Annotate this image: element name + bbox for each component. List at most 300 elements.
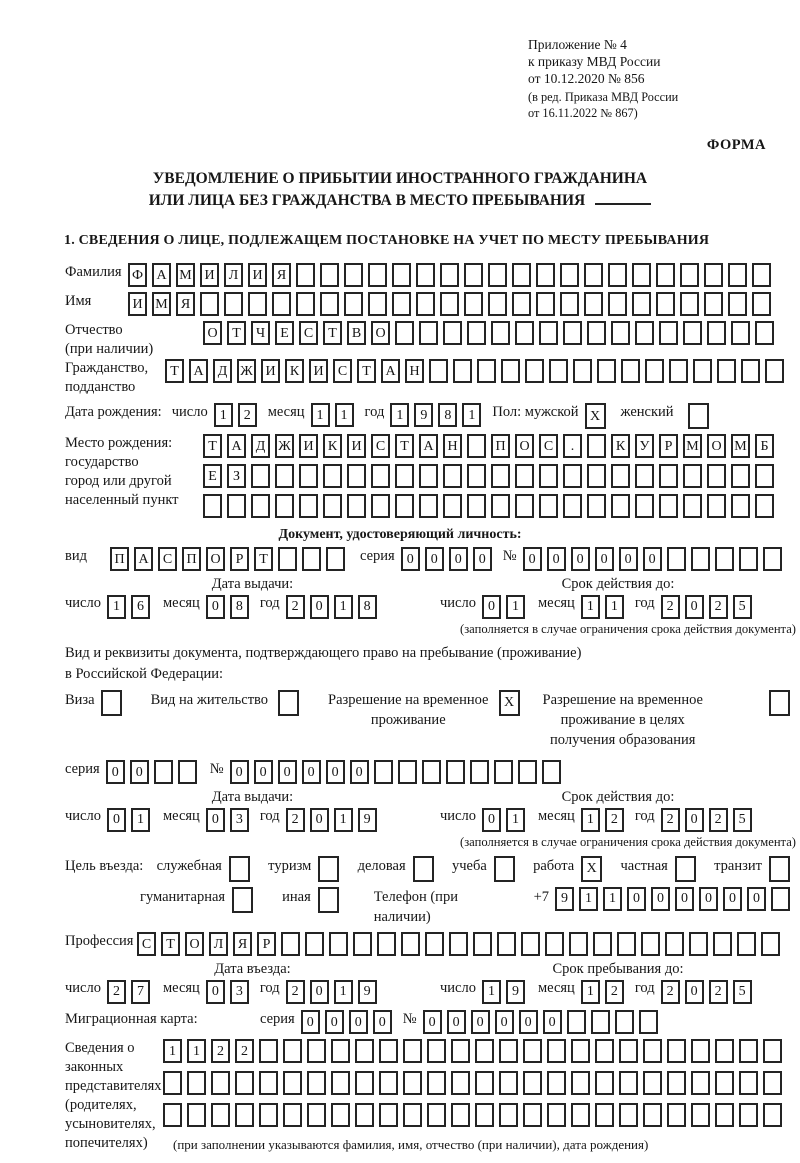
char-box[interactable]: А bbox=[419, 434, 438, 458]
char-box[interactable] bbox=[665, 932, 684, 956]
char-box[interactable] bbox=[211, 1071, 230, 1095]
char-box[interactable] bbox=[419, 494, 438, 518]
char-box[interactable] bbox=[283, 1039, 302, 1063]
char-box[interactable] bbox=[416, 263, 435, 287]
char-box[interactable]: Е bbox=[203, 464, 222, 488]
char-box[interactable]: 8 bbox=[230, 595, 249, 619]
char-box[interactable] bbox=[587, 464, 606, 488]
char-box[interactable]: Р bbox=[257, 932, 276, 956]
char-box[interactable] bbox=[617, 932, 636, 956]
char-box[interactable] bbox=[344, 292, 363, 316]
char-box[interactable] bbox=[545, 932, 564, 956]
char-box[interactable]: С bbox=[333, 359, 352, 383]
char-box[interactable] bbox=[296, 292, 315, 316]
char-box[interactable]: 1 bbox=[506, 808, 525, 832]
char-box[interactable] bbox=[739, 1103, 758, 1127]
char-box[interactable] bbox=[525, 359, 544, 383]
char-box[interactable]: 0 bbox=[571, 547, 590, 571]
char-box[interactable] bbox=[422, 760, 441, 784]
char-box[interactable]: 9 bbox=[506, 980, 525, 1004]
char-box[interactable]: С bbox=[158, 547, 177, 571]
char-box[interactable] bbox=[704, 263, 723, 287]
char-box[interactable] bbox=[755, 321, 774, 345]
purpose-humanitarian-checkbox[interactable] bbox=[232, 887, 253, 913]
char-box[interactable] bbox=[536, 263, 555, 287]
char-box[interactable]: 0 bbox=[495, 1010, 514, 1034]
char-box[interactable] bbox=[307, 1103, 326, 1127]
char-box[interactable] bbox=[563, 494, 582, 518]
char-box[interactable]: М bbox=[731, 434, 750, 458]
char-box[interactable] bbox=[593, 932, 612, 956]
char-box[interactable] bbox=[451, 1071, 470, 1095]
char-box[interactable] bbox=[731, 494, 750, 518]
char-box[interactable]: 0 bbox=[326, 760, 345, 784]
char-box[interactable] bbox=[761, 932, 780, 956]
char-box[interactable]: С bbox=[539, 434, 558, 458]
char-box[interactable] bbox=[611, 464, 630, 488]
char-box[interactable]: П bbox=[182, 547, 201, 571]
char-box[interactable]: Ч bbox=[251, 321, 270, 345]
char-box[interactable]: 0 bbox=[482, 808, 501, 832]
char-box[interactable] bbox=[248, 292, 267, 316]
char-box[interactable]: 5 bbox=[733, 595, 752, 619]
char-box[interactable] bbox=[547, 1039, 566, 1063]
char-box[interactable] bbox=[515, 321, 534, 345]
char-box[interactable] bbox=[275, 464, 294, 488]
char-box[interactable]: В bbox=[347, 321, 366, 345]
char-box[interactable] bbox=[440, 263, 459, 287]
char-box[interactable] bbox=[569, 932, 588, 956]
char-box[interactable]: 1 bbox=[214, 403, 233, 427]
char-box[interactable]: 0 bbox=[519, 1010, 538, 1034]
char-box[interactable] bbox=[302, 547, 321, 571]
char-box[interactable] bbox=[449, 932, 468, 956]
char-box[interactable] bbox=[563, 464, 582, 488]
char-box[interactable]: 2 bbox=[235, 1039, 254, 1063]
char-box[interactable] bbox=[251, 464, 270, 488]
char-box[interactable] bbox=[518, 760, 537, 784]
char-box[interactable] bbox=[547, 1071, 566, 1095]
char-box[interactable] bbox=[374, 760, 393, 784]
char-box[interactable] bbox=[429, 359, 448, 383]
char-box[interactable] bbox=[659, 494, 678, 518]
char-box[interactable] bbox=[475, 1039, 494, 1063]
char-box[interactable] bbox=[419, 464, 438, 488]
char-box[interactable] bbox=[259, 1039, 278, 1063]
char-box[interactable] bbox=[488, 292, 507, 316]
char-box[interactable] bbox=[451, 1039, 470, 1063]
char-box[interactable] bbox=[272, 292, 291, 316]
char-box[interactable]: И bbox=[248, 263, 267, 287]
char-box[interactable] bbox=[547, 1103, 566, 1127]
char-box[interactable] bbox=[715, 1103, 734, 1127]
char-box[interactable] bbox=[401, 932, 420, 956]
char-box[interactable]: Т bbox=[323, 321, 342, 345]
option-visa-checkbox[interactable] bbox=[101, 690, 122, 716]
char-box[interactable]: 8 bbox=[358, 595, 377, 619]
char-box[interactable] bbox=[691, 1039, 710, 1063]
char-box[interactable] bbox=[563, 321, 582, 345]
char-box[interactable]: Н bbox=[405, 359, 424, 383]
char-box[interactable]: Т bbox=[165, 359, 184, 383]
char-box[interactable] bbox=[693, 359, 712, 383]
char-box[interactable]: 1 bbox=[163, 1039, 182, 1063]
char-box[interactable] bbox=[235, 1103, 254, 1127]
char-box[interactable] bbox=[619, 1039, 638, 1063]
char-box[interactable] bbox=[499, 1071, 518, 1095]
char-box[interactable]: П bbox=[110, 547, 129, 571]
char-box[interactable] bbox=[491, 464, 510, 488]
char-box[interactable] bbox=[669, 359, 688, 383]
char-box[interactable] bbox=[728, 263, 747, 287]
char-box[interactable] bbox=[765, 359, 784, 383]
char-box[interactable]: 0 bbox=[301, 1010, 320, 1034]
char-box[interactable]: 1 bbox=[334, 595, 353, 619]
char-box[interactable] bbox=[635, 464, 654, 488]
char-box[interactable]: К bbox=[285, 359, 304, 383]
char-box[interactable] bbox=[619, 1071, 638, 1095]
char-box[interactable]: 2 bbox=[107, 980, 126, 1004]
char-box[interactable]: А bbox=[227, 434, 246, 458]
char-box[interactable]: 0 bbox=[350, 760, 369, 784]
char-box[interactable]: Л bbox=[209, 932, 228, 956]
char-box[interactable]: 0 bbox=[685, 980, 704, 1004]
char-box[interactable]: 0 bbox=[643, 547, 662, 571]
char-box[interactable] bbox=[741, 359, 760, 383]
char-box[interactable] bbox=[683, 464, 702, 488]
char-box[interactable]: О bbox=[707, 434, 726, 458]
char-box[interactable]: 1 bbox=[107, 595, 126, 619]
char-box[interactable] bbox=[763, 1103, 782, 1127]
char-box[interactable] bbox=[464, 292, 483, 316]
char-box[interactable] bbox=[715, 1071, 734, 1095]
char-box[interactable] bbox=[398, 760, 417, 784]
char-box[interactable] bbox=[443, 494, 462, 518]
char-box[interactable] bbox=[281, 932, 300, 956]
char-box[interactable] bbox=[494, 760, 513, 784]
char-box[interactable] bbox=[427, 1071, 446, 1095]
char-box[interactable]: 0 bbox=[206, 980, 225, 1004]
char-box[interactable] bbox=[425, 932, 444, 956]
char-box[interactable] bbox=[667, 547, 686, 571]
phone-digit-box[interactable]: 0 bbox=[627, 887, 646, 911]
char-box[interactable] bbox=[395, 494, 414, 518]
char-box[interactable]: М bbox=[683, 434, 702, 458]
char-box[interactable]: 0 bbox=[373, 1010, 392, 1034]
char-box[interactable] bbox=[446, 760, 465, 784]
char-box[interactable] bbox=[536, 292, 555, 316]
char-box[interactable]: 1 bbox=[390, 403, 409, 427]
char-box[interactable] bbox=[595, 1039, 614, 1063]
char-box[interactable] bbox=[731, 321, 750, 345]
char-box[interactable] bbox=[187, 1071, 206, 1095]
char-box[interactable] bbox=[491, 321, 510, 345]
char-box[interactable] bbox=[464, 263, 483, 287]
char-box[interactable]: 1 bbox=[581, 980, 600, 1004]
phone-digit-box[interactable]: 0 bbox=[747, 887, 766, 911]
char-box[interactable] bbox=[475, 1071, 494, 1095]
char-box[interactable]: 0 bbox=[523, 547, 542, 571]
char-box[interactable]: А bbox=[381, 359, 400, 383]
char-box[interactable]: Т bbox=[227, 321, 246, 345]
char-box[interactable]: 0 bbox=[302, 760, 321, 784]
char-box[interactable]: Т bbox=[254, 547, 273, 571]
char-box[interactable] bbox=[395, 321, 414, 345]
char-box[interactable]: З bbox=[227, 464, 246, 488]
char-box[interactable]: 0 bbox=[447, 1010, 466, 1034]
phone-digit-box[interactable]: 0 bbox=[723, 887, 742, 911]
char-box[interactable] bbox=[591, 1010, 610, 1034]
char-box[interactable]: 0 bbox=[349, 1010, 368, 1034]
phone-digit-box[interactable]: 0 bbox=[699, 887, 718, 911]
char-box[interactable]: К bbox=[611, 434, 630, 458]
char-box[interactable]: С bbox=[137, 932, 156, 956]
char-box[interactable] bbox=[755, 494, 774, 518]
char-box[interactable] bbox=[499, 1039, 518, 1063]
char-box[interactable] bbox=[539, 464, 558, 488]
char-box[interactable]: И bbox=[200, 263, 219, 287]
char-box[interactable]: Ж bbox=[237, 359, 256, 383]
char-box[interactable] bbox=[331, 1103, 350, 1127]
char-box[interactable]: 2 bbox=[709, 808, 728, 832]
purpose-other-checkbox[interactable] bbox=[318, 887, 339, 913]
purpose-business-checkbox[interactable] bbox=[413, 856, 434, 882]
char-box[interactable]: 2 bbox=[709, 595, 728, 619]
phone-digit-box[interactable] bbox=[771, 887, 790, 911]
char-box[interactable] bbox=[347, 464, 366, 488]
char-box[interactable]: 0 bbox=[230, 760, 249, 784]
char-box[interactable]: К bbox=[323, 434, 342, 458]
char-box[interactable]: 2 bbox=[661, 595, 680, 619]
char-box[interactable] bbox=[571, 1103, 590, 1127]
char-box[interactable] bbox=[680, 292, 699, 316]
char-box[interactable] bbox=[683, 321, 702, 345]
char-box[interactable]: 2 bbox=[286, 595, 305, 619]
char-box[interactable]: 0 bbox=[310, 808, 329, 832]
char-box[interactable] bbox=[667, 1039, 686, 1063]
char-box[interactable] bbox=[707, 494, 726, 518]
char-box[interactable] bbox=[763, 1071, 782, 1095]
char-box[interactable]: 0 bbox=[206, 808, 225, 832]
char-box[interactable]: 1 bbox=[581, 808, 600, 832]
char-box[interactable] bbox=[353, 932, 372, 956]
char-box[interactable]: Р bbox=[230, 547, 249, 571]
char-box[interactable] bbox=[512, 292, 531, 316]
char-box[interactable] bbox=[392, 292, 411, 316]
char-box[interactable]: 1 bbox=[131, 808, 150, 832]
char-box[interactable] bbox=[467, 494, 486, 518]
char-box[interactable]: И bbox=[299, 434, 318, 458]
purpose-private-checkbox[interactable] bbox=[675, 856, 696, 882]
char-box[interactable] bbox=[560, 263, 579, 287]
char-box[interactable]: 0 bbox=[206, 595, 225, 619]
char-box[interactable]: 0 bbox=[310, 595, 329, 619]
char-box[interactable] bbox=[539, 494, 558, 518]
char-box[interactable] bbox=[477, 359, 496, 383]
char-box[interactable]: 0 bbox=[685, 808, 704, 832]
char-box[interactable]: 0 bbox=[130, 760, 149, 784]
char-box[interactable]: 1 bbox=[334, 808, 353, 832]
char-box[interactable]: 1 bbox=[482, 980, 501, 1004]
char-box[interactable]: М bbox=[176, 263, 195, 287]
char-box[interactable]: 2 bbox=[286, 980, 305, 1004]
char-box[interactable]: Д bbox=[251, 434, 270, 458]
char-box[interactable] bbox=[632, 263, 651, 287]
char-box[interactable] bbox=[584, 263, 603, 287]
char-box[interactable]: И bbox=[261, 359, 280, 383]
char-box[interactable]: 0 bbox=[685, 595, 704, 619]
char-box[interactable] bbox=[368, 263, 387, 287]
char-box[interactable] bbox=[597, 359, 616, 383]
char-box[interactable] bbox=[497, 932, 516, 956]
char-box[interactable] bbox=[320, 263, 339, 287]
char-box[interactable]: 9 bbox=[358, 980, 377, 1004]
char-box[interactable]: 0 bbox=[107, 808, 126, 832]
char-box[interactable] bbox=[355, 1071, 374, 1095]
char-box[interactable]: 0 bbox=[106, 760, 125, 784]
char-box[interactable]: О bbox=[203, 321, 222, 345]
char-box[interactable] bbox=[632, 292, 651, 316]
char-box[interactable] bbox=[307, 1039, 326, 1063]
char-box[interactable]: 0 bbox=[619, 547, 638, 571]
char-box[interactable] bbox=[379, 1039, 398, 1063]
char-box[interactable]: Ж bbox=[275, 434, 294, 458]
char-box[interactable]: 2 bbox=[286, 808, 305, 832]
char-box[interactable]: И bbox=[128, 292, 147, 316]
char-box[interactable] bbox=[379, 1103, 398, 1127]
char-box[interactable]: Т bbox=[395, 434, 414, 458]
char-box[interactable]: 2 bbox=[661, 980, 680, 1004]
char-box[interactable] bbox=[621, 359, 640, 383]
char-box[interactable]: Б bbox=[755, 434, 774, 458]
char-box[interactable] bbox=[211, 1103, 230, 1127]
char-box[interactable] bbox=[331, 1071, 350, 1095]
char-box[interactable] bbox=[427, 1103, 446, 1127]
char-box[interactable] bbox=[763, 1039, 782, 1063]
char-box[interactable] bbox=[326, 547, 345, 571]
char-box[interactable] bbox=[296, 263, 315, 287]
char-box[interactable]: П bbox=[491, 434, 510, 458]
char-box[interactable]: 1 bbox=[334, 980, 353, 1004]
char-box[interactable]: А bbox=[134, 547, 153, 571]
char-box[interactable] bbox=[659, 464, 678, 488]
char-box[interactable]: 9 bbox=[414, 403, 433, 427]
option-temp-residence-checkbox[interactable]: X bbox=[499, 690, 520, 716]
char-box[interactable] bbox=[299, 464, 318, 488]
char-box[interactable] bbox=[323, 464, 342, 488]
char-box[interactable]: С bbox=[371, 434, 390, 458]
char-box[interactable] bbox=[619, 1103, 638, 1127]
char-box[interactable]: 8 bbox=[438, 403, 457, 427]
char-box[interactable] bbox=[717, 359, 736, 383]
purpose-official-checkbox[interactable] bbox=[229, 856, 250, 882]
char-box[interactable] bbox=[227, 494, 246, 518]
option-temp-residence-education-checkbox[interactable] bbox=[769, 690, 790, 716]
char-box[interactable] bbox=[283, 1071, 302, 1095]
char-box[interactable] bbox=[515, 464, 534, 488]
char-box[interactable] bbox=[571, 1071, 590, 1095]
char-box[interactable] bbox=[739, 1071, 758, 1095]
char-box[interactable] bbox=[691, 547, 710, 571]
char-box[interactable] bbox=[731, 464, 750, 488]
char-box[interactable]: Я bbox=[272, 263, 291, 287]
char-box[interactable] bbox=[595, 1071, 614, 1095]
char-box[interactable] bbox=[515, 494, 534, 518]
char-box[interactable] bbox=[584, 292, 603, 316]
char-box[interactable] bbox=[608, 263, 627, 287]
char-box[interactable]: И bbox=[347, 434, 366, 458]
char-box[interactable] bbox=[347, 494, 366, 518]
char-box[interactable] bbox=[323, 494, 342, 518]
char-box[interactable] bbox=[501, 359, 520, 383]
char-box[interactable] bbox=[419, 321, 438, 345]
char-box[interactable]: С bbox=[299, 321, 318, 345]
char-box[interactable] bbox=[203, 494, 222, 518]
char-box[interactable] bbox=[467, 321, 486, 345]
char-box[interactable]: 1 bbox=[187, 1039, 206, 1063]
purpose-transit-checkbox[interactable] bbox=[769, 856, 790, 882]
char-box[interactable] bbox=[187, 1103, 206, 1127]
char-box[interactable] bbox=[368, 292, 387, 316]
char-box[interactable] bbox=[611, 321, 630, 345]
char-box[interactable]: 7 bbox=[131, 980, 150, 1004]
char-box[interactable] bbox=[443, 321, 462, 345]
char-box[interactable] bbox=[470, 760, 489, 784]
char-box[interactable]: 0 bbox=[449, 547, 468, 571]
char-box[interactable] bbox=[728, 292, 747, 316]
char-box[interactable]: Т bbox=[357, 359, 376, 383]
char-box[interactable]: М bbox=[152, 292, 171, 316]
char-box[interactable]: 1 bbox=[506, 595, 525, 619]
char-box[interactable]: 0 bbox=[254, 760, 273, 784]
char-box[interactable] bbox=[691, 1071, 710, 1095]
char-box[interactable] bbox=[371, 464, 390, 488]
char-box[interactable]: 2 bbox=[709, 980, 728, 1004]
char-box[interactable] bbox=[763, 547, 782, 571]
char-box[interactable]: 1 bbox=[605, 595, 624, 619]
char-box[interactable]: Я bbox=[176, 292, 195, 316]
char-box[interactable]: 9 bbox=[358, 808, 377, 832]
char-box[interactable]: Л bbox=[224, 263, 243, 287]
char-box[interactable] bbox=[453, 359, 472, 383]
char-box[interactable] bbox=[379, 1071, 398, 1095]
char-box[interactable] bbox=[523, 1071, 542, 1095]
char-box[interactable] bbox=[691, 1103, 710, 1127]
phone-digit-box[interactable]: 1 bbox=[579, 887, 598, 911]
char-box[interactable] bbox=[154, 760, 173, 784]
char-box[interactable] bbox=[567, 1010, 586, 1034]
char-box[interactable] bbox=[521, 932, 540, 956]
char-box[interactable] bbox=[427, 1039, 446, 1063]
char-box[interactable]: 0 bbox=[278, 760, 297, 784]
char-box[interactable] bbox=[573, 359, 592, 383]
char-box[interactable] bbox=[278, 547, 297, 571]
char-box[interactable] bbox=[635, 321, 654, 345]
char-box[interactable]: 6 bbox=[131, 595, 150, 619]
phone-digit-box[interactable]: 1 bbox=[603, 887, 622, 911]
char-box[interactable] bbox=[680, 263, 699, 287]
char-box[interactable] bbox=[752, 263, 771, 287]
char-box[interactable]: О bbox=[185, 932, 204, 956]
char-box[interactable] bbox=[643, 1071, 662, 1095]
char-box[interactable]: 0 bbox=[310, 980, 329, 1004]
char-box[interactable]: А bbox=[189, 359, 208, 383]
char-box[interactable]: 0 bbox=[425, 547, 444, 571]
char-box[interactable]: 0 bbox=[482, 595, 501, 619]
char-box[interactable] bbox=[641, 932, 660, 956]
char-box[interactable]: Ф bbox=[128, 263, 147, 287]
char-box[interactable] bbox=[542, 760, 561, 784]
